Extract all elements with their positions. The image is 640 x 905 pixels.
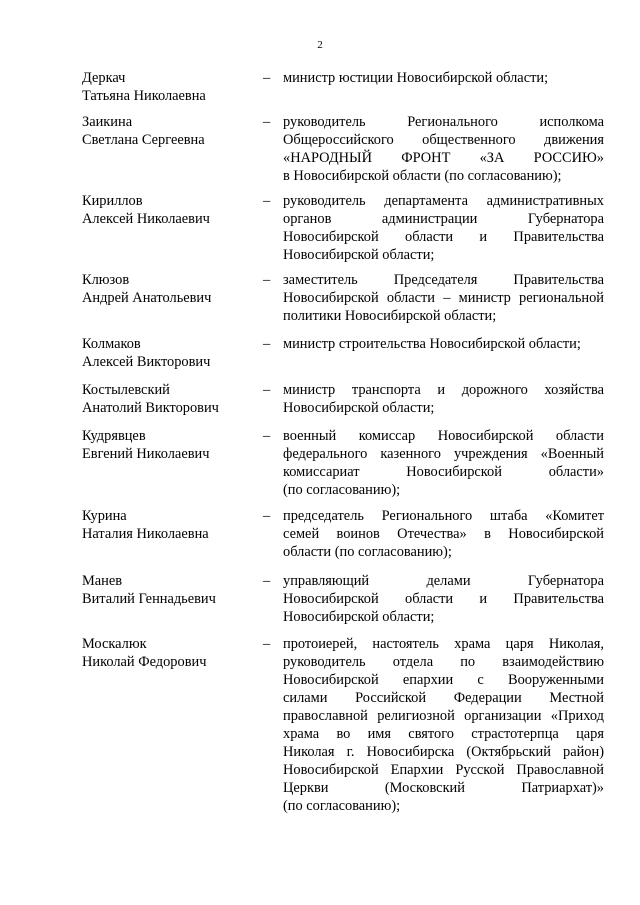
position-line: заместитель Председателя Правительства — [283, 272, 604, 288]
member-given-names: Наталия Николаевна — [82, 526, 209, 542]
member-name — [82, 113, 257, 149]
position-line: военный комиссар Новосибирской области — [283, 428, 604, 444]
position-line: православной религиозной организации «Приход — [283, 708, 604, 724]
member-position — [283, 381, 604, 417]
position-line: Новосибирской Епархии Русской Православной — [283, 762, 604, 778]
member-position — [283, 635, 604, 815]
member-position — [283, 113, 604, 185]
dash-separator: – — [263, 636, 271, 652]
member-surname: Курина — [82, 508, 127, 524]
position-line: Новосибирской области; — [283, 400, 435, 416]
position-line: (по согласованию); — [283, 482, 401, 498]
member-name — [82, 192, 257, 228]
dash-separator: – — [263, 508, 271, 524]
member-given-names: Светлана Сергеевна — [82, 132, 205, 148]
member-given-names: Анатолий Викторович — [82, 400, 219, 416]
position-line: председатель Регионального штаба «Комитет — [283, 508, 604, 524]
position-line: Новосибирской области; — [283, 247, 435, 263]
member-given-names: Алексей Николаевич — [82, 211, 210, 227]
member-position — [283, 192, 604, 264]
member-surname: Кудрявцев — [82, 428, 146, 444]
member-given-names: Николай Федорович — [82, 654, 207, 670]
member-given-names: Андрей Анатольевич — [82, 290, 212, 306]
position-line: федерального казенного учреждения «Военный — [283, 446, 604, 462]
position-line: области (по согласованию); — [283, 544, 452, 560]
position-line: Николая г. Новосибирска (Октябрьский район) — [283, 744, 604, 760]
position-line: Общероссийского общественного движения — [283, 132, 604, 148]
dash-separator: – — [263, 272, 271, 288]
member-surname: Москалюк — [82, 636, 147, 652]
position-line: комиссариат Новосибирской области» — [283, 464, 604, 480]
position-line: «НАРОДНЫЙ ФРОНТ «ЗА РОССИЮ» — [283, 150, 604, 166]
member-name — [82, 69, 257, 105]
position-line: руководитель департамента административных — [283, 193, 604, 209]
position-line: (по согласованию); — [283, 798, 401, 814]
member-name — [82, 335, 257, 371]
position-line: министр строительства Новосибирской области; — [283, 336, 581, 352]
member-surname: Деркач — [82, 70, 126, 86]
position-line: Новосибирской области; — [283, 609, 435, 625]
position-line: протоиерей, настоятель храма царя Николая, — [283, 636, 604, 652]
dash-separator: – — [263, 573, 271, 589]
position-line: Новосибирской епархии с Вооруженными — [283, 672, 604, 688]
position-line: семей воинов Отечества» в Новосибирской — [283, 526, 604, 542]
position-line: Новосибирской области и Правительства — [283, 229, 604, 245]
member-name — [82, 507, 257, 543]
member-surname: Заикина — [82, 114, 133, 130]
position-line: руководитель Регионального исполкома — [283, 114, 604, 130]
member-given-names: Алексей Викторович — [82, 354, 211, 370]
member-surname: Манев — [82, 573, 123, 589]
position-line: министр юстиции Новосибирской области; — [283, 70, 549, 86]
member-position — [283, 572, 604, 626]
dash-separator: – — [263, 193, 271, 209]
position-line: Новосибирской области и Правительства — [283, 591, 604, 607]
member-position — [283, 427, 604, 499]
member-given-names: Евгений Николаевич — [82, 446, 210, 462]
position-line: политики Новосибирской области; — [283, 308, 497, 324]
member-position — [283, 335, 604, 353]
member-name — [82, 381, 257, 417]
position-line: Церкви (Московский Патриархат)» — [283, 780, 604, 796]
member-name — [82, 572, 257, 608]
member-given-names: Татьяна Николаевна — [82, 88, 206, 104]
dash-separator: – — [263, 114, 271, 130]
dash-separator: – — [263, 70, 271, 86]
position-line: храма во имя святого страстотерпца царя — [283, 726, 604, 742]
member-position — [283, 507, 604, 561]
dash-separator: – — [263, 382, 271, 398]
page-number: 2 — [317, 39, 323, 51]
member-surname: Костылевский — [82, 382, 170, 398]
member-surname: Колмаков — [82, 336, 141, 352]
member-name — [82, 271, 257, 307]
member-position — [283, 69, 604, 87]
dash-separator: – — [263, 336, 271, 352]
dash-separator: – — [263, 428, 271, 444]
position-line: в Новосибирской области (по согласованию); — [283, 168, 562, 184]
position-line: министр транспорта и дорожного хозяйства — [283, 382, 604, 398]
member-name — [82, 427, 257, 463]
position-line: органов администрации Губернатора — [283, 211, 604, 227]
member-surname: Клюзов — [82, 272, 130, 288]
member-surname: Кириллов — [82, 193, 143, 209]
position-line: Новосибирской области – министр региональной — [283, 290, 604, 306]
position-line: силами Российской Федерации Местной — [283, 690, 604, 706]
position-line: руководитель отдела по взаимодействию — [283, 654, 604, 670]
member-position — [283, 271, 604, 325]
member-name — [82, 635, 257, 671]
position-line: управляющий делами Губернатора — [283, 573, 604, 589]
member-given-names: Виталий Геннадьевич — [82, 591, 216, 607]
